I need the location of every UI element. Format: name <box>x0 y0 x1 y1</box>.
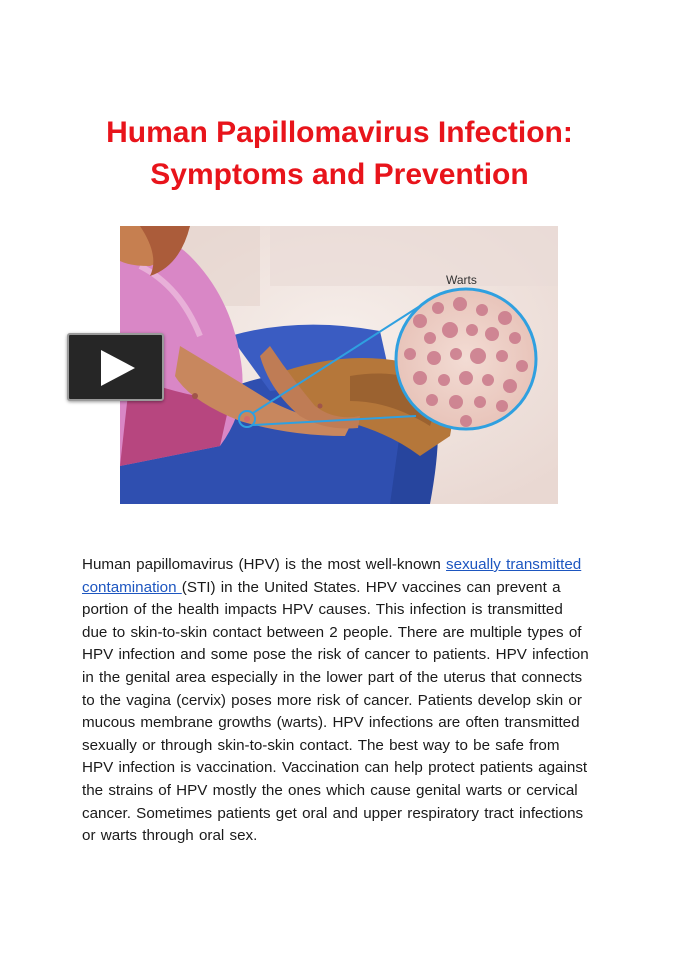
title-line-2: Symptoms and Prevention <box>150 158 529 191</box>
play-button[interactable] <box>67 333 164 401</box>
play-icon <box>99 349 137 387</box>
title-line-1: Human Papillomavirus Infection: <box>106 116 573 149</box>
illustration-drawing <box>120 226 558 504</box>
illustration-hpv-warts <box>120 226 558 504</box>
callout-label: Warts <box>446 273 477 287</box>
page-title <box>40 112 639 196</box>
paragraph-rest: (STI) in the United States. HPV vaccines can prevent a portion of the health impacts HPV causes. This infection is transmitted due to skin-to-skin contact between 2 people. There are multiple types of HPV infection and some pose the risk of cancer to patients. HPV infection in the genital area especially in the lower part of the uterus that connects to the vagina (cervix) poses more risk of cancer. Patients develop skin or mucous membrane growths (warts). HPV infections are often transmitted sexually or through skin-to-skin contact. The best way to be safe from HPV infection is vaccination. Vaccination can help protect patients against the strains of HPV mostly the ones which cause genital warts or cervical cancer. Sometimes patients get oral and upper respiratory tract infections or warts through oral sex. <box>82 578 589 845</box>
body-paragraph <box>82 554 592 848</box>
paragraph-intro: Human papillomavirus (HPV) is the most well-known <box>82 556 447 573</box>
sti-link[interactable]: sexually transmitted contamination <box>82 556 582 596</box>
